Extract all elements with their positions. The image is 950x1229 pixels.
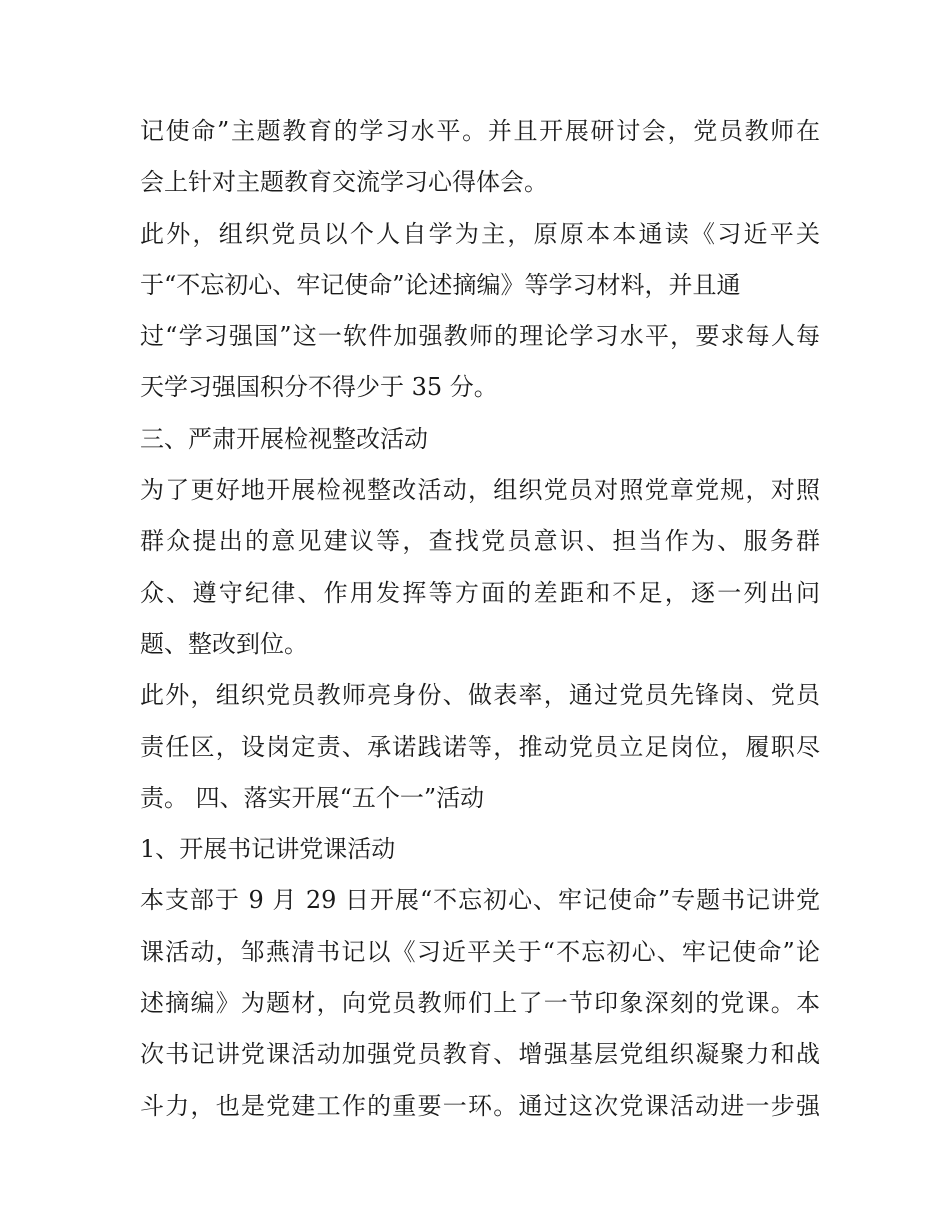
text-line: 次书记讲党课活动加强党员教育、增强基层党组织凝聚力和战	[140, 1040, 820, 1069]
text-line: 本支部于 9 月 29 日开展“不忘初心、牢记使命”专题书记讲党	[140, 886, 820, 915]
text-line: 责任区，设岗定责、承诺践诺等，推动党员立足岗位，履职尽	[140, 732, 820, 761]
text-line: 此外，组织党员教师亮身份、做表率，通过党员先锋岗、党员	[140, 681, 820, 710]
text-line: 课活动，邹燕清书记以《习近平关于“不忘初心、牢记使命”论	[140, 937, 820, 966]
text-line: 述摘编》为题材，向党员教师们上了一节印象深刻的党课。本	[140, 989, 820, 1018]
text-line: 过“学习强国”这一软件加强教师的理论学习水平，要求每人每	[140, 322, 820, 351]
text-line: 1、开展书记讲党课活动	[140, 835, 396, 864]
text-line: 众、遵守纪律、作用发挥等方面的差距和不足，逐一列出问	[140, 578, 820, 607]
text-line: 三、严肃开展检视整改活动	[140, 424, 428, 453]
text-line: 责。 四、落实开展“五个一”活动	[140, 783, 485, 812]
text-line: 斗力，也是党建工作的重要一环。通过这次党课活动进一步强	[140, 1091, 820, 1120]
text-line: 此外，组织党员以个人自学为主，原原本本通读《习近平关	[140, 219, 820, 248]
text-line: 题、整改到位。	[140, 629, 308, 658]
text-line: 为了更好地开展检视整改活动，组织党员对照党章党规，对照	[140, 476, 820, 505]
text-line: 记使命”主题教育的学习水平。并且开展研讨会，党员教师在	[140, 117, 820, 145]
document-body	[140, 106, 820, 1132]
text-line: 群众提出的意见建议等，查找党员意识、担当作为、服务群	[140, 527, 820, 556]
text-line: 于“不忘初心、牢记使命”论述摘编》等学习材料，并且通	[140, 270, 741, 299]
text-line: 天学习强国积分不得少于 35 分。	[140, 373, 498, 402]
text-line: 会上针对主题教育交流学习心得体会。	[140, 168, 548, 197]
